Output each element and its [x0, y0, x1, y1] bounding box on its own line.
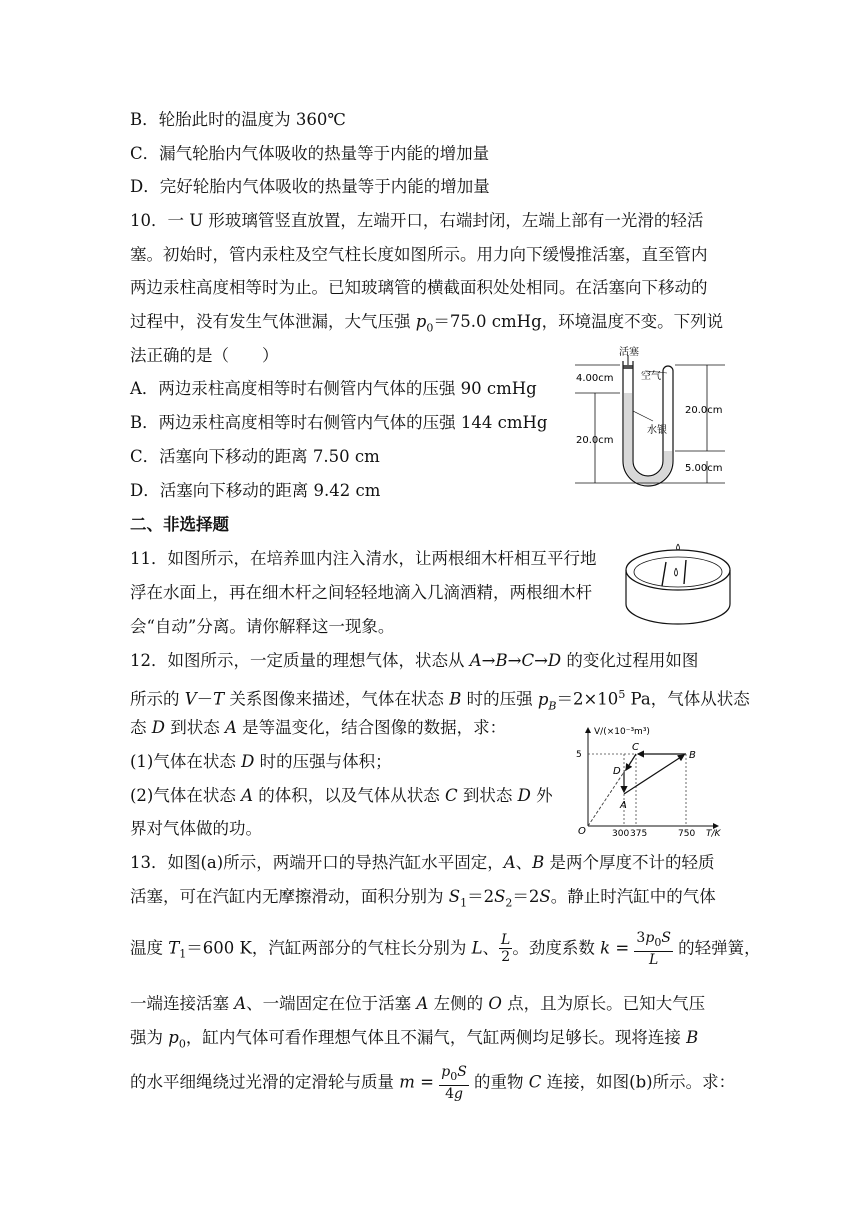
q11-line-2: 浮在水面上，再在细木杆之间轻轻地滴入几滴酒精，两根细木杆 — [130, 583, 592, 602]
dim-20cm-right: 20.0cm — [685, 405, 723, 416]
section-heading: 二、非选择题 — [130, 515, 229, 534]
q10-option-d: D．活塞向下移动的距离 9.42 cm — [130, 481, 381, 500]
q13-line-1: 13．如图(a)所示，两端开口的导热汽缸水平固定，A、B 是两个厚度不计的轻质 — [130, 853, 715, 872]
q10-line-2: 塞。初始时，管内汞柱及空气柱长度如图所示。用力向下缓慢推活塞，直至管内 — [130, 245, 708, 264]
dim-4cm: 4.00cm — [576, 373, 614, 384]
q12-line-6: 界对气体做的功。 — [130, 819, 262, 838]
q12-line-3: 态 D 到状态 A 是等温变化，结合图像的数据，求： — [130, 718, 507, 737]
dim-5cm: 5.00cm — [685, 463, 723, 474]
petri-dish-figure — [622, 538, 734, 626]
mercury-label: 水银 — [647, 425, 667, 436]
q10-line-4: 过程中，没有发生气体泄漏，大气压强 $p_0=75.0$ cmHg，环境温度不变。下列说 — [130, 312, 724, 335]
process-a-b — [624, 755, 684, 794]
x-tick-300: 300 — [612, 829, 630, 837]
q13-line-5: 强为 $p_0$，缸内气体可看作理想气体且不漏气，气缸两侧均足够长。现将连接 B — [130, 1028, 699, 1051]
u-tube-figure — [575, 343, 730, 493]
q12-line-1: 12．如图所示，一定质量的理想气体，状态从 A→B→C→D 的变化过程用如图 — [130, 651, 699, 670]
q12-line-2: 所示的 V－T 关系图像来描述，气体在状态 B 时的压强 $p_B=2\times 10^5$ Pa，气体从状态 — [130, 688, 750, 712]
q10-line-3: 两边汞柱高度相等时为止。已知玻璃管的横截面积处处相同。在活塞向下移动的 — [130, 278, 708, 297]
point-d-label: D — [613, 766, 621, 777]
point-b-label: B — [689, 750, 696, 761]
q11-line-3: 会“自动”分离。请你解释这一现象。 — [130, 617, 395, 636]
q10-option-b: B．两边汞柱高度相等时右侧管内气体的压强 144 cmHg — [130, 413, 548, 432]
dim-20cm-left: 20.0cm — [576, 435, 614, 446]
piston-shape — [624, 365, 633, 369]
q12-line-4: (1)气体在状态 D 时的压强与体积； — [130, 752, 392, 771]
q13-line-4: 一端连接活塞 A、一端固定在位于活塞 A 左侧的 O 点，且为原长。已知大气压 — [130, 994, 706, 1013]
q9-option-d: D．完好轮胎内气体吸收的热量等于内能的增加量 — [130, 177, 490, 196]
q11-line-1: 11．如图所示，在培养皿内注入清水，让两根细木杆相互平行地 — [130, 549, 597, 568]
q13-line-3: 温度 $T_1=600$ K，汽缸两部分的气柱长分别为 L、 $\frac{L}{2}$ 。劲度系数 k = $\frac{3p_0S}{L}$ 的轻弹簧， — [130, 930, 761, 968]
vt-graph — [568, 722, 728, 837]
q13-line-6: 的水平细绳绕过光滑的定滑轮与质量 m = $\frac{p_0S}{4g}$ 的重物 C 连接，如图(b)所示。求： — [130, 1064, 736, 1102]
q10-option-c: C．活塞向下移动的距离 7.50 cm — [130, 447, 380, 466]
x-tick-750: 750 — [678, 829, 696, 837]
point-c-label: C — [632, 742, 639, 753]
q10-option-a: A．两边汞柱高度相等时右侧管内气体的压强 90 cmHg — [130, 379, 537, 398]
q9-option-b: B．轮胎此时的温度为 360℃ — [130, 110, 346, 129]
x-axis-label: T/K — [706, 829, 721, 837]
process-c-d — [626, 754, 636, 770]
point-a-label: A — [620, 800, 627, 811]
piston-label: 活塞 — [619, 347, 639, 358]
origin-label: O — [578, 826, 586, 837]
y-axis-label: V/(×10⁻³m³) — [594, 727, 650, 737]
air-label: 空气 — [641, 371, 661, 382]
q9-option-c: C．漏气轮胎内气体吸收的热量等于内能的增加量 — [130, 144, 490, 163]
q10-line-1: 10．一 U 形玻璃管竖直放置，左端开口，右端封闭，左端上部有一光滑的轻活 — [130, 211, 704, 230]
y-tick-5: 5 — [576, 750, 582, 760]
q10-line-5: 法正确的是（ ） — [130, 346, 279, 365]
q12-line-5: (2)气体在状态 A 的体积，以及气体从状态 C 到状态 D 外 — [130, 786, 553, 805]
x-tick-375: 375 — [630, 829, 648, 837]
q13-line-2: 活塞，可在汽缸内无摩擦滑动，面积分别为 $S_1=2S_2=2S$。静止时汽缸中的气体 — [130, 887, 716, 910]
